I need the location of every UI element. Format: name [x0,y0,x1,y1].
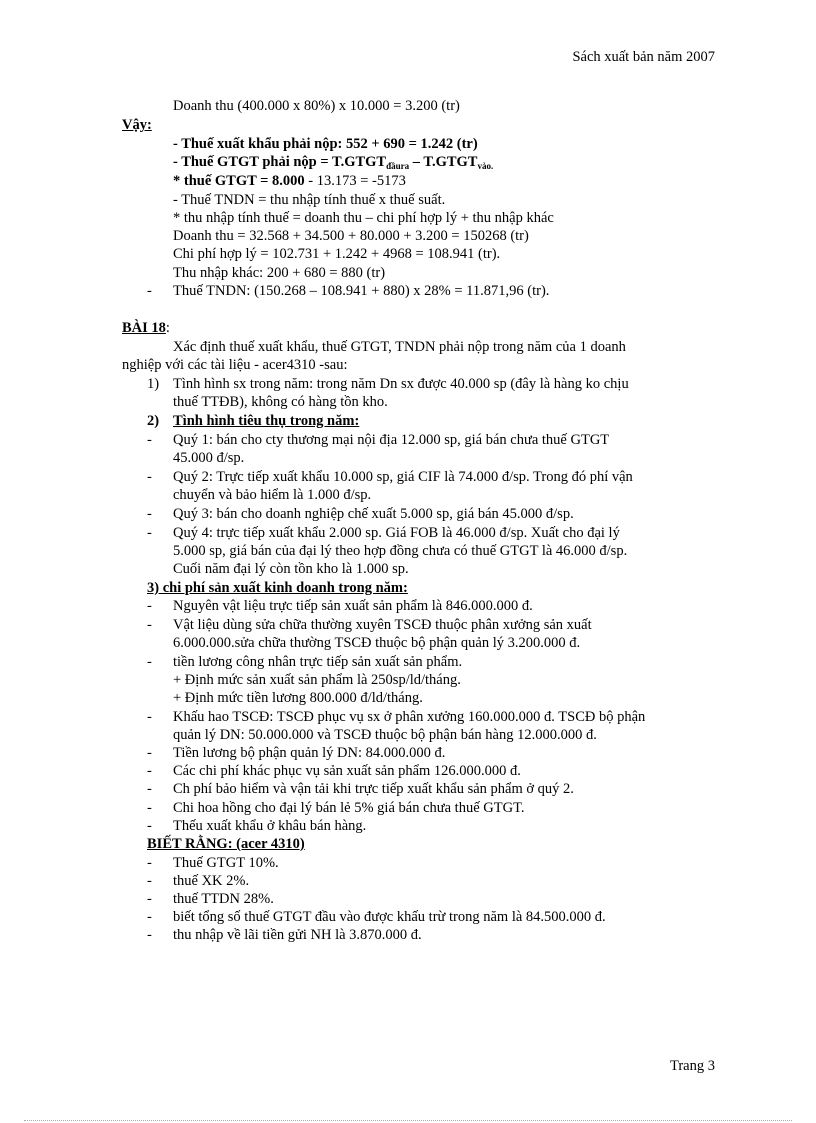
bullet: - [147,506,152,522]
bullet: - [147,873,152,889]
conclusion-heading: Vậy: [122,117,152,133]
bullet: - [147,617,152,633]
known-facts-title: BIẾT RẰNG: (acer 4310) [147,836,305,852]
revenue-line: Doanh thu (400.000 x 80%) x 10.000 = 3.200 (tr) [173,98,460,114]
bullet: - [147,800,152,816]
known-fact-4: biết tổng số thuế GTGT đầu vào được khấu trừ trong năm là 84.500.000 đ. [173,909,606,925]
bullet: - [147,598,152,614]
cost-item-1: Nguyên vật liệu trực tiếp sản xuất sản phẩm là 846.000.000 đ. [173,598,533,614]
bullet: - [147,432,152,448]
q1-line-2: 45.000 đ/sp. [173,450,245,466]
cost-item-4-line-2: quản lý DN: 50.000.000 và TSCĐ thuộc bộ phận bán hàng 12.000.000 đ. [173,727,597,743]
export-tax-line: - Thuế xuất khẩu phải nộp: 552 + 690 = 1.242 (tr) [173,136,478,152]
known-fact-5: thu nhập về lãi tiền gửi NH là 3.870.000 đ. [173,927,422,943]
bullet: - [147,781,152,797]
q2-line-2: chuyển và bảo hiểm là 1.000 đ/sp. [173,487,372,503]
cost-item-7: Ch phí bảo hiểm và vận tải khi trực tiếp xuất khẩu sản phẩm ở quý 2. [173,781,574,797]
bullet: - [147,818,152,834]
cost-item-5: Tiền lương bộ phận quản lý DN: 84.000.000 đ. [173,745,446,761]
tndn-calc-line: Thuế TNDN: (150.268 – 108.941 + 880) x 28% = 11.871,96 (tr). [173,283,550,299]
tndn-definition: - Thuế TNDN = thu nhập tính thuế x thuế suất. [173,192,446,208]
section-number: 1) [147,376,160,392]
section-2-title: Tình hình tiêu thụ trong năm: [173,413,360,429]
revenue-sum-line: Doanh thu = 32.568 + 34.500 + 80.000 + 3.200 = 150268 (tr) [173,228,529,244]
cost-item-2-line-1: Vật liệu dùng sửa chữa thường xuyên TSCĐ thuộc phân xưởng sản xuất [173,617,592,633]
cost-item-8: Chi hoa hồng cho đại lý bán lẻ 5% giá bán chưa thuế GTGT. [173,800,525,816]
bullet: - [147,525,152,541]
exercise-title: BÀI 18: [122,320,170,336]
q1-line-1: Quý 1: bán cho cty thương mại nội địa 12.000 sp, giá bán chưa thuế GTGT [173,432,610,448]
vat-formula-line: - Thuế GTGT phải nộp = $T.GTGT_{đầura}$ – $T.GTGT_{vào.}$ [173,154,494,171]
section-number: 2) [147,413,160,429]
vat-calc-line: * thuế GTGT = 8.000 - 13.173 = -5173 [173,173,406,189]
bullet: - [147,927,152,943]
q4-line-3: Cuối năm đại lý còn tồn kho là 1.000 sp. [173,561,409,577]
section-1-line-2: thuế TTĐB), không có hàng tồn kho. [173,394,388,410]
other-income-line: Thu nhập khác: 200 + 680 = 880 (tr) [173,265,386,281]
q4-line-2: 5.000 sp, giá bán của đại lý theo hợp đồng chưa có thuế GTGT là 46.000 đ/sp. [173,543,628,559]
cost-item-3-line-1: tiền lương công nhân trực tiếp sản xuất sản phẩm. [173,654,463,670]
bullet: - [147,891,152,907]
page-header: Sách xuất bản năm 2007 [572,49,715,65]
q3-line-1: Quý 3: bán cho doanh nghiệp chế xuất 5.000 sp, giá bán 45.000 đ/sp. [173,506,574,522]
page-bottom-divider [24,1120,792,1121]
q4-line-1: Quý 4: trực tiếp xuất khẩu 2.000 sp. Giá FOB là 46.000 đ/sp. Xuất cho đại lý [173,525,620,541]
cost-item-3-line-2: + Định mức sản xuất sản phẩm là 250sp/ld/tháng. [173,672,461,688]
cost-sum-line: Chi phí hợp lý = 102.731 + 1.242 + 4968 = 108.941 (tr). [173,246,501,262]
bullet: - [147,745,152,761]
bullet: - [147,709,152,725]
known-fact-3: thuế TTDN 28%. [173,891,274,907]
intro-line-1: Xác định thuế xuất khẩu, thuế GTGT, TNDN phải nộp trong năm của 1 doanh [173,339,626,355]
page-number: Trang 3 [670,1058,715,1074]
bullet: - [147,283,152,299]
section-1-line-1: Tình hình sx trong năm: trong năm Dn sx được 40.000 sp (đây là hàng ko chịu [173,376,629,392]
bullet: - [147,654,152,670]
bullet: - [147,469,152,485]
section-3-title: 3) chi phí sản xuất kinh doanh trong năm: [147,580,408,596]
bullet: - [147,855,152,871]
cost-item-6: Các chi phí khác phục vụ sản xuất sản phẩm 126.000.000 đ. [173,763,521,779]
bullet: - [147,763,152,779]
known-fact-2: thuế XK 2%. [173,873,250,889]
cost-item-3-line-3: + Định mức tiền lương 800.000 đ/ld/tháng. [173,690,423,706]
known-fact-1: Thuế GTGT 10%. [173,855,279,871]
cost-item-2-line-2: 6.000.000.sửa chữa thường TSCĐ thuộc bộ phận quản lý 3.200.000 đ. [173,635,581,651]
q2-line-1: Quý 2: Trực tiếp xuất khẩu 10.000 sp, giá CIF là 74.000 đ/sp. Trong đó phí vận [173,469,633,485]
bullet: - [147,909,152,925]
intro-line-2: nghiệp với các tài liệu - acer4310 -sau: [122,357,348,373]
cost-item-9: Thếu xuất khẩu ở khâu bán hàng. [173,818,367,834]
cost-item-4-line-1: Khấu hao TSCĐ: TSCĐ phục vụ sx ở phân xưởng 160.000.000 đ. TSCĐ bộ phận [173,709,646,725]
taxable-income-definition: * thu nhập tính thuế = doanh thu – chi phí hợp lý + thu nhập khác [173,210,554,226]
